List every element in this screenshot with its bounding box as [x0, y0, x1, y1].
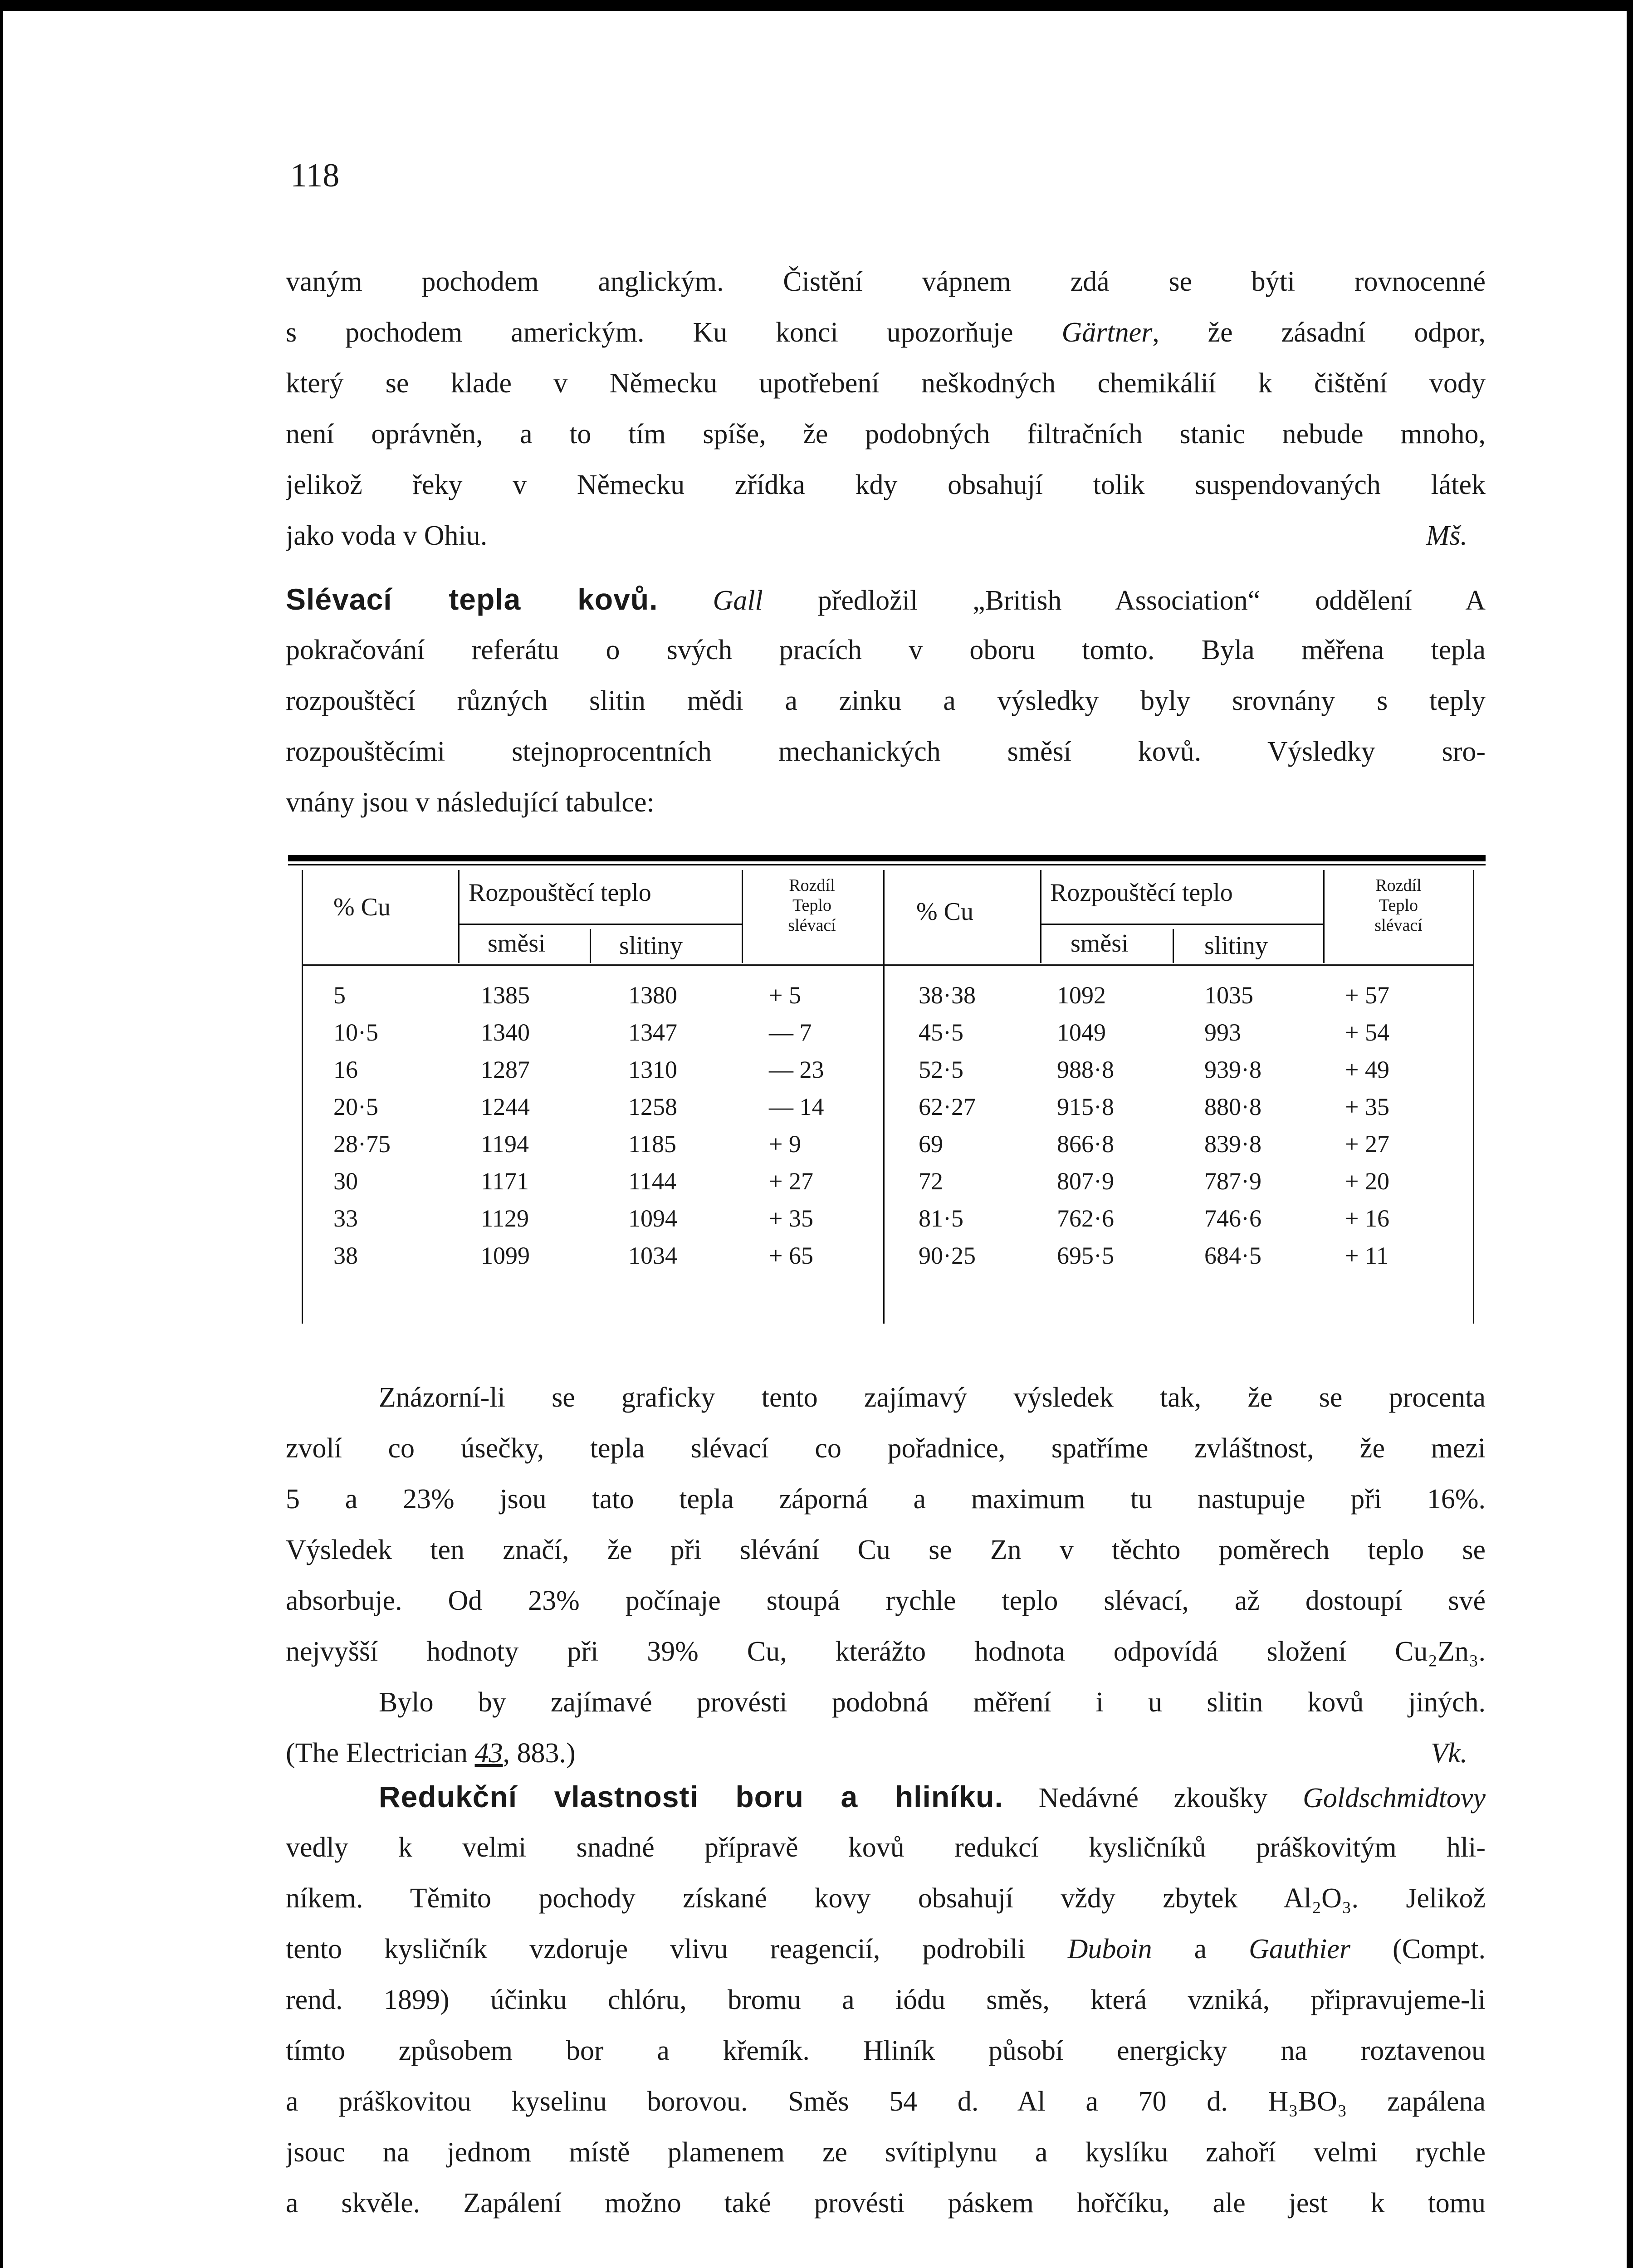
text-line: rozpouštěcími stejnoprocentních mechanických směsí kovů. Výsledky sro-: [286, 736, 1486, 767]
text-line: rozpouštěcí různých slitin mědi a zinku a výsledky byly srovnány s teply: [286, 685, 1486, 716]
scan-border-top: [0, 0, 1633, 11]
left-cell-r6-c1: 1129: [481, 1205, 529, 1232]
right-cell-r4-c3: + 27: [1345, 1130, 1389, 1158]
text-line: s pochodem americkým. Ku konci upozorňuje Gärtner, že zásadní odpor,: [286, 317, 1486, 348]
right-cell-r0-c0: 38·38: [919, 982, 976, 1009]
right-cell-r1-c0: 45·5: [919, 1019, 963, 1046]
right-cell-r1-c2: 993: [1204, 1019, 1241, 1046]
text-line: jsouc na jednom místě plamenem ze svítiplynu a kyslíku zahoří velmi rychle: [286, 2137, 1486, 2168]
col-header-mix: směsi: [488, 929, 546, 958]
left-cell-r4-c3: + 9: [769, 1130, 801, 1158]
right-cell-r2-c2: 939·8: [1204, 1056, 1261, 1083]
left-cell-r1-c0: 10·5: [333, 1019, 378, 1046]
text-line: nejvyšší hodnoty při 39% Cu, kterážto hodnota odpovídá složení Cu₂Zn₃.: [286, 1636, 1486, 1667]
right-cell-r0-c3: + 57: [1345, 982, 1389, 1009]
left-cell-r3-c3: — 14: [769, 1093, 824, 1120]
right-cell-r7-c1: 695·5: [1057, 1242, 1114, 1269]
left-cell-r4-c1: 1194: [481, 1130, 529, 1158]
left-cell-r4-c0: 28·75: [333, 1130, 391, 1158]
table-divider: [458, 870, 460, 963]
left-cell-r6-c0: 33: [333, 1205, 358, 1232]
text-line: jako voda v Ohiu. Mš.: [286, 510, 1486, 561]
right-cell-r2-c3: + 49: [1345, 1056, 1389, 1083]
table-divider: [1040, 870, 1041, 963]
author-name: Gall: [713, 585, 763, 616]
author-name: Goldschmidtovy: [1303, 1783, 1486, 1813]
right-cell-r5-c2: 787·9: [1204, 1168, 1261, 1195]
left-cell-r7-c3: + 65: [769, 1242, 813, 1269]
right-cell-r5-c3: + 20: [1345, 1168, 1389, 1195]
text-line: rend. 1899) účinku chlóru, bromu a iódu směs, která vzniká, připravujeme-li: [286, 1984, 1486, 2015]
text-line: (The Electrician 43, 883.) Vk.: [286, 1728, 1486, 1779]
data-table: [302, 865, 1477, 1328]
text-line: který se klade v Německu upotřebení neškodných chemikálií k čištění vody: [286, 368, 1486, 399]
left-cell-r5-c3: + 27: [769, 1168, 813, 1195]
right-cell-r1-c3: + 54: [1345, 1019, 1389, 1046]
col-header-alloy: slitiny: [619, 932, 683, 960]
author-signature: Vk.: [1431, 1738, 1467, 1769]
left-cell-r3-c0: 20·5: [333, 1093, 378, 1120]
right-cell-r6-c1: 762·6: [1057, 1205, 1114, 1232]
table-border: [1473, 870, 1474, 1324]
right-cell-r4-c1: 866·8: [1057, 1130, 1114, 1158]
left-cell-r7-c0: 38: [333, 1242, 358, 1269]
left-cell-r5-c0: 30: [333, 1168, 358, 1195]
section-heading: Redukční vlastnosti boru a hliníku.: [379, 1780, 1003, 1813]
col-header-mix: směsi: [1071, 929, 1129, 958]
right-cell-r5-c0: 72: [919, 1168, 943, 1195]
text-line: a skvěle. Zapálení možno také provésti páskem hořčíku, ale jest k tomu: [286, 2188, 1486, 2219]
text-line: Výsledek ten značí, že při slévání Cu se Zn v těchto poměrech teplo se: [286, 1535, 1486, 1565]
text-line: a práškovitou kyselinu borovou. Směs 54 d. Al a 70 d. H₃BO₃ zapálena: [286, 2086, 1486, 2117]
paragraph-graph-discussion: [286, 1372, 1486, 1779]
right-cell-r2-c0: 52·5: [919, 1056, 963, 1083]
text-line: pokračování referátu o svých pracích v oboru tomto. Byla měřena tepla: [286, 635, 1486, 665]
col-header-alloy: slitiny: [1204, 932, 1268, 960]
author-name: Duboin: [1067, 1934, 1152, 1965]
table-divider: [742, 870, 743, 963]
right-cell-r6-c3: + 16: [1345, 1205, 1389, 1232]
left-cell-r7-c2: 1034: [628, 1242, 677, 1269]
text-line: absorbuje. Od 23% počínaje stoupá rychle teplo slévací, až dostoupí své: [286, 1585, 1486, 1616]
left-cell-r3-c1: 1244: [481, 1093, 530, 1120]
text-line: níkem. Těmito pochody získané kovy obsahují vždy zbytek Al₂O₃. Jelikož: [286, 1883, 1486, 1914]
left-cell-r2-c0: 16: [333, 1056, 358, 1083]
right-cell-r7-c0: 90·25: [919, 1242, 976, 1269]
left-cell-r2-c2: 1310: [628, 1056, 677, 1083]
right-cell-r3-c1: 915·8: [1057, 1093, 1114, 1120]
left-cell-r5-c1: 1171: [481, 1168, 529, 1195]
paragraph-water-treatment: [286, 256, 1486, 561]
right-cell-r0-c1: 1092: [1057, 982, 1106, 1009]
table-divider: [1040, 924, 1323, 925]
left-cell-r5-c2: 1144: [628, 1168, 676, 1195]
author-signature: Mš.: [1426, 520, 1467, 551]
right-cell-r4-c0: 69: [919, 1130, 943, 1158]
left-cell-r1-c3: — 7: [769, 1019, 812, 1046]
left-cell-r1-c2: 1347: [628, 1019, 677, 1046]
text-line: vedly k velmi snadné přípravě kovů redukcí kysličníků práškovitým hli-: [286, 1832, 1486, 1863]
volume-number: 43: [474, 1738, 503, 1769]
table-header-rule: [302, 964, 1474, 966]
text-line: Slévací tepla kovů. Gall předložil „British Association“ oddělení A: [286, 582, 1486, 616]
right-cell-r5-c1: 807·9: [1057, 1168, 1114, 1195]
table-divider: [458, 924, 742, 925]
author-name: Gauthier: [1249, 1934, 1351, 1965]
table-rule: [288, 855, 1486, 861]
table-divider: [1173, 929, 1174, 963]
col-header-diff: Rozdíl Teplo slévací: [788, 876, 836, 935]
left-cell-r7-c1: 1099: [481, 1242, 530, 1269]
left-cell-r0-c3: + 5: [769, 982, 801, 1009]
section-boron-aluminium: [286, 1771, 1486, 2229]
right-cell-r7-c3: + 11: [1345, 1242, 1389, 1269]
table-divider: [1323, 870, 1325, 963]
left-cell-r4-c2: 1185: [628, 1130, 676, 1158]
col-header-heat: Rozpouštěcí teplo: [469, 879, 651, 907]
section-melting-heat: [286, 574, 1486, 828]
right-cell-r7-c2: 684·5: [1204, 1242, 1261, 1269]
right-cell-r1-c1: 1049: [1057, 1019, 1106, 1046]
left-cell-r2-c3: — 23: [769, 1056, 824, 1083]
table-border: [302, 870, 303, 1324]
col-header-pct-cu: % Cu: [916, 898, 973, 926]
left-cell-r0-c2: 1380: [628, 982, 677, 1009]
right-cell-r6-c2: 746·6: [1204, 1205, 1261, 1232]
right-cell-r4-c2: 839·8: [1204, 1130, 1261, 1158]
text-line: tento kysličník vzdoruje vlivu reagencií, podrobili Duboin a Gauthier (Compt.: [286, 1934, 1486, 1965]
scan-border-right: [1627, 0, 1633, 2268]
left-cell-r0-c0: 5: [333, 982, 346, 1009]
text-line: Redukční vlastnosti boru a hliníku. Nedávné zkoušky Goldschmidtovy: [379, 1780, 1486, 1813]
text-line: vaným pochodem anglickým. Čistění vápnem zdá se býti rovnocenné: [286, 266, 1486, 297]
col-header-heat: Rozpouštěcí teplo: [1050, 879, 1233, 907]
right-cell-r3-c3: + 35: [1345, 1093, 1389, 1120]
text-line: vnány jsou v následující tabulce:: [286, 787, 655, 818]
right-cell-r0-c2: 1035: [1204, 982, 1253, 1009]
author-name: Gärtner: [1061, 317, 1153, 348]
scan-border-left: [0, 0, 3, 2268]
left-cell-r6-c3: + 35: [769, 1205, 813, 1232]
col-header-pct-cu: % Cu: [333, 893, 391, 921]
left-cell-r6-c2: 1094: [628, 1205, 677, 1232]
right-cell-r2-c1: 988·8: [1057, 1056, 1114, 1083]
text-line: 5 a 23% jsou tato tepla záporná a maximum tu nastupuje při 16%.: [286, 1484, 1486, 1515]
left-cell-r1-c1: 1340: [481, 1019, 530, 1046]
col-header-diff: Rozdíl Teplo slévací: [1374, 876, 1423, 935]
table-divider: [590, 929, 591, 963]
left-cell-r3-c2: 1258: [628, 1093, 677, 1120]
right-cell-r3-c0: 62·27: [919, 1093, 976, 1120]
section-heading: Slévací tepla kovů.: [286, 582, 658, 616]
left-cell-r0-c1: 1385: [481, 982, 530, 1009]
text-line: Bylo by zajímavé provésti podobná měření i u slitin kovů jiných.: [379, 1687, 1486, 1718]
table-divider: [883, 870, 885, 1324]
text-line: není oprávněn, a to tím spíše, že podobných filtračních stanic nebude mnoho,: [286, 419, 1486, 450]
text-line: jelikož řeky v Německu zřídka kdy obsahují tolik suspendovaných látek: [286, 469, 1486, 500]
text-line: tímto způsobem bor a křemík. Hliník působí energicky na roztavenou: [286, 2035, 1486, 2066]
left-cell-r2-c1: 1287: [481, 1056, 530, 1083]
page-number: 118: [290, 157, 340, 194]
text-line: Znázorní-li se graficky tento zajímavý výsledek tak, že se procenta: [379, 1382, 1486, 1413]
right-cell-r3-c2: 880·8: [1204, 1093, 1261, 1120]
text-line: zvolí co úsečky, tepla slévací co pořadnice, spatříme zvláštnost, že mezi: [286, 1433, 1486, 1464]
right-cell-r6-c0: 81·5: [919, 1205, 963, 1232]
